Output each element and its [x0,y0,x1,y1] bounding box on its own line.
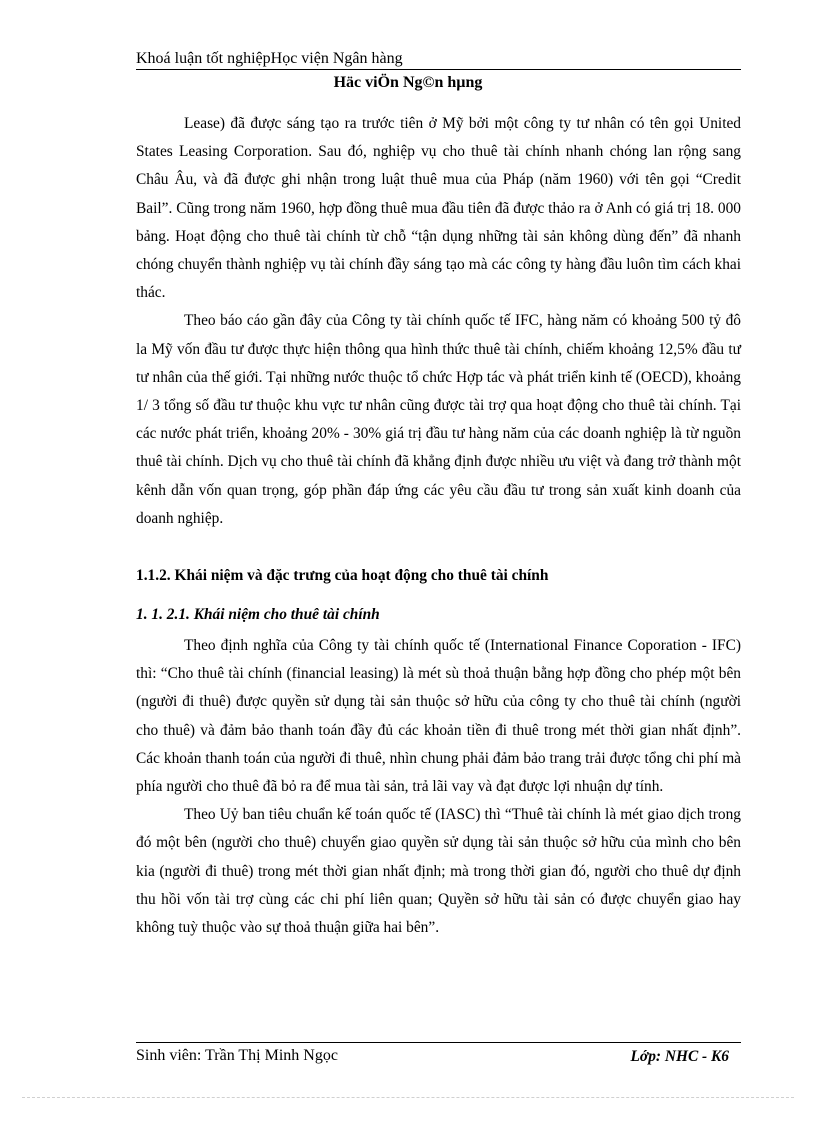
header-divider [136,69,741,70]
subsection-heading: 1. 1. 2.1. Khái niệm cho thuê tài chính [136,606,380,623]
paragraph: Lease) đã được sáng tạo ra trước tiên ở Mỹ bởi một công ty tư nhân có tên gọi United States Leasing Corporation. Sau đó, nghiệp vụ cho thuê tài chính nhanh chóng lan rộng sang Châu Âu, và đã được ghi nhận trong luật thuê mua của Pháp (năm 1960) với tên gọi “Credit Bail”. Cũng trong năm 1960, hợp đồng thuê mua đầu tiên đã được thảo ra ở Anh có giá trị 18. 000 bảng. Hoạt động cho thuê tài chính từ chỗ “tận dụng những tài sản không dùng đến” đã nhanh chóng chuyển thành nghiệp vụ tài chính đầy sáng tạo mà các công ty hàng đầu luôn tìm cách khai thác. [136,115,741,302]
footer-divider [136,1042,741,1043]
paragraph: Theo Uỷ ban tiêu chuẩn kế toán quốc tế (IASC) thì “Thuê tài chính là mét giao dịch trong đó một bên (người cho thuê) chuyển giao quyền sử dụng tài sản thuộc sở hữu của mình cho bên kia (người đi thuê) trong mét thời gian nhất định; mà trong thời gian đó, người cho thuê dự định thu hồi vốn tài trợ cùng các chi phí liên quan; Quyền sở hữu tài sản có được chuyển giao hay không tuỳ thuộc vào sự thoả thuận giữa hai bên”. [136,806,741,937]
paragraph: Theo định nghĩa của Công ty tài chính quốc tế (International Finance Coporation - IFC) thì: “Cho thuê tài chính (financial leasing) là mét sù thoả thuận bằng hợp đồng cho phép một bên (người đi thuê) được quyền sử dụng tài sản thuộc sở hữu của công ty cho thuê tài chính (người cho thuê) và đảm bảo thanh toán đầy đủ các khoản tiền đi thuê trong mét thời gian nhất định”. Các khoản thanh toán của người đi thuê, nhìn chung phải đảm bảo trang trải được tổng chi phí mà phía người cho thuê đã bỏ ra để mua tài sản, trả lãi vay và đạt được lợi nhuận dự tính. [136,637,741,796]
paragraph: Theo báo cáo gần đây của Công ty tài chính quốc tế IFC, hàng năm có khoảng 500 tỷ đô la Mỹ vốn đầu tư được thực hiện thông qua hình thức thuê tài chính, chiếm khoảng 12,5% đầu tư tư nhân của thế giới. Tại những nước thuộc tổ chức Hợp tác và phát triển kinh tế (OECD), khoảng 1/ 3 tổng số đầu tư thuộc khu vực tư nhân cũng được tài trợ qua hoạt động cho thuê tài chính. Tại các nước phát triển, khoảng 20% - 30% giá trị đầu tư hàng năm của các doanh nghiệp là từ nguồn thuê tài chính. Dịch vụ cho thuê tài chính đã khẳng định được nhiều ưu việt và đang trở thành một kênh dẫn vốn quan trọng, góp phần đáp ứng các yêu cầu đầu tư trong sản xuất kinh doanh của doanh nghiệp. [136,312,741,527]
footer-student: Sinh viên: Trần Thị Minh Ngọc [136,1047,338,1064]
body-section-2 [136,632,741,942]
body-section-1 [136,110,741,533]
section-heading: 1.1.2. Khái niệm và đặc trưng của hoạt động cho thuê tài chính [136,567,549,584]
header-subtitle: Häc viÖn Ng©n hµng [333,74,483,91]
page-break-line [22,1097,794,1098]
footer-class: Lớp: NHC - K6 [630,1048,729,1065]
header-title: Khoá luận tốt nghiệpHọc viện Ngân hàng [136,50,403,67]
